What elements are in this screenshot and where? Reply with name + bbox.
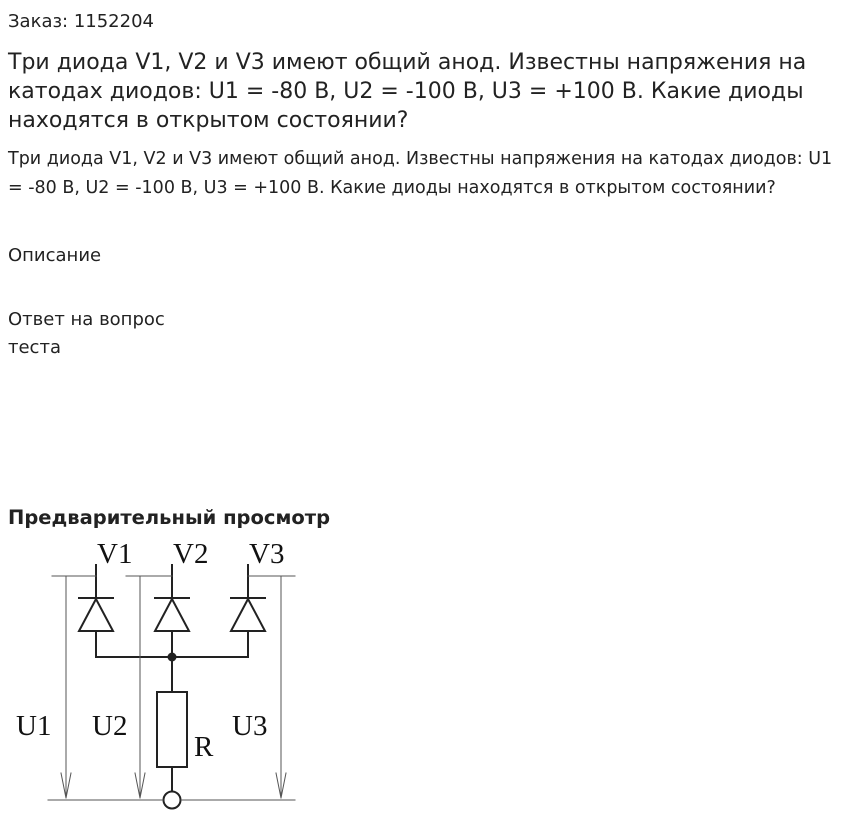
diode-v1-symbol	[79, 598, 113, 631]
label-u3: U3	[232, 710, 268, 742]
preview-label: Предварительный просмотр	[8, 506, 331, 529]
diode-circuit-diagram	[8, 535, 308, 815]
diode-v2-symbol	[155, 598, 189, 631]
label-v2: V2	[173, 538, 209, 570]
label-u1: U1	[16, 710, 52, 742]
answer-label: Ответ на вопрос теста	[8, 309, 165, 358]
order-number: Заказ: 1152204	[8, 11, 154, 32]
resistor-r-symbol	[157, 692, 187, 767]
question-title: Три диода V1, V2 и V3 имеют общий анод. Известны напряжения на катодах диодов: U1 = -80 В, U2 = -100 В, U3 = +100 В. Какие диоды находятся в открытом состоянии?	[8, 50, 807, 133]
label-v1: V1	[97, 538, 133, 570]
ground-terminal	[164, 792, 181, 809]
u2-arrow	[126, 576, 172, 798]
label-v3: V3	[249, 538, 285, 570]
label-r: R	[194, 731, 214, 763]
diode-v3-symbol	[231, 598, 265, 631]
label-u2: U2	[92, 710, 128, 742]
u3-arrow	[248, 576, 295, 798]
question-body: Три диода V1, V2 и V3 имеют общий анод. Известны напряжения на катодах диодов: U1 = -80 В, U2 = -100 В, U3 = +100 В. Какие диоды находятся в открытом состоянии?	[8, 149, 833, 198]
description-label: Описание	[8, 245, 102, 266]
